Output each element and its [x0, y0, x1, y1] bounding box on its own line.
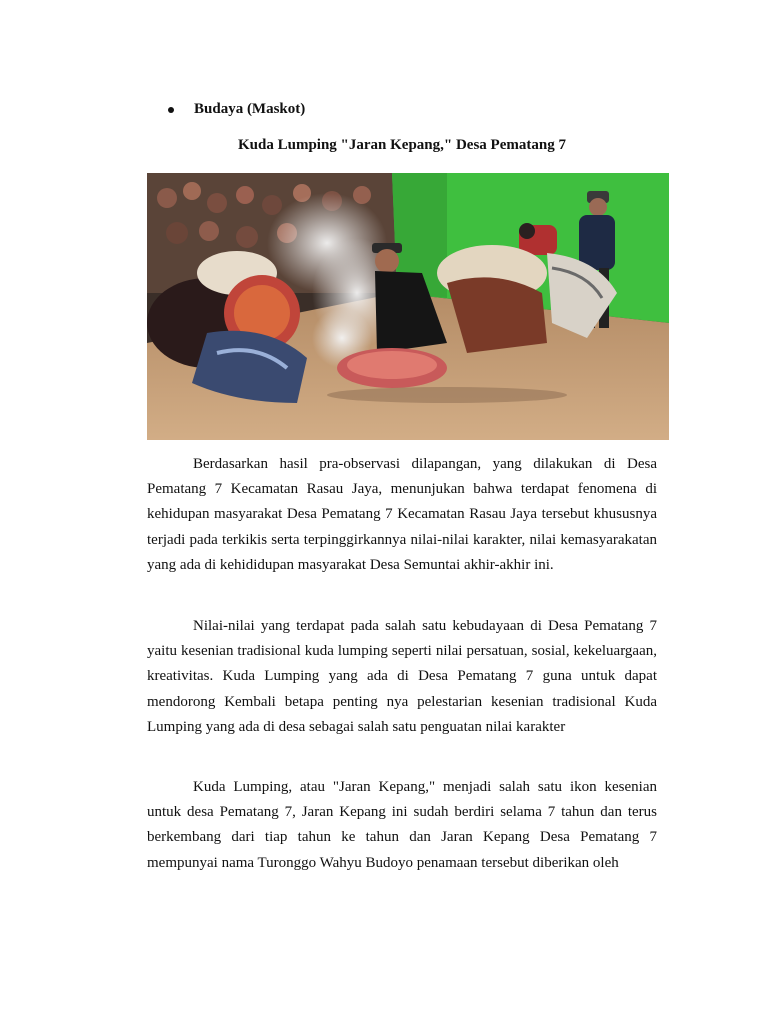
paragraph-3: [147, 775, 657, 876]
paragraph-1-text: Berdasarkan hasil pra-observasi dilapangan, yang dilakukan di Desa Pematang 7 Kecamatan Rasau Jaya, menunjukan bahwa terdapat fenomena di kehidupan masyarakat Desa Pematang 7 Kecamatan Rasau Jaya tersebut khususnya terjadi pada terkikis serta terpinggirkannya nilai-nilai karakter, nilai kemasyarakatan yang ada di kehididupan masyarakat Desa Semuntai akhir-akhir ini.: [147, 456, 657, 573]
bullet-heading: [168, 101, 305, 118]
kuda-lumping-photo: [147, 173, 669, 440]
bullet-title: Budaya (Maskot): [194, 101, 306, 117]
figure-caption: Kuda Lumping "Jaran Kepang," Desa Pematang 7: [238, 137, 566, 153]
photo-illustration: [147, 173, 669, 440]
paragraph-2-text: Nilai-nilai yang terdapat pada salah satu kebudayaan di Desa Pematang 7 yaitu kesenian tradisional kuda lumping seperti nilai persatuan, sosial, kekeluargaan, kreativitas. Kuda Lumping yang ada di Desa Pematang 7 guna untuk dapat mendorong Kembali betapa penting nya pelestarian kesenian tradisional Kuda Lumping yang ada di desa sebagai salah satu penguatan nilai karakter: [147, 618, 657, 735]
paragraph-2: [147, 614, 657, 740]
bullet-icon: [168, 107, 174, 113]
paragraph-3-text: Kuda Lumping, atau "Jaran Kepang," menjadi salah satu ikon kesenian untuk desa Pematang 7, Jaran Kepang ini sudah berdiri selama 7 tahun dan terus berkembang dari tiap tahun ke tahun dan Jaran Kepang Desa Pematang 7 mempunyai nama Turonggo Wahyu Budoyo penamaan tersebut diberikan oleh: [147, 779, 657, 871]
paragraph-1: [147, 452, 657, 578]
